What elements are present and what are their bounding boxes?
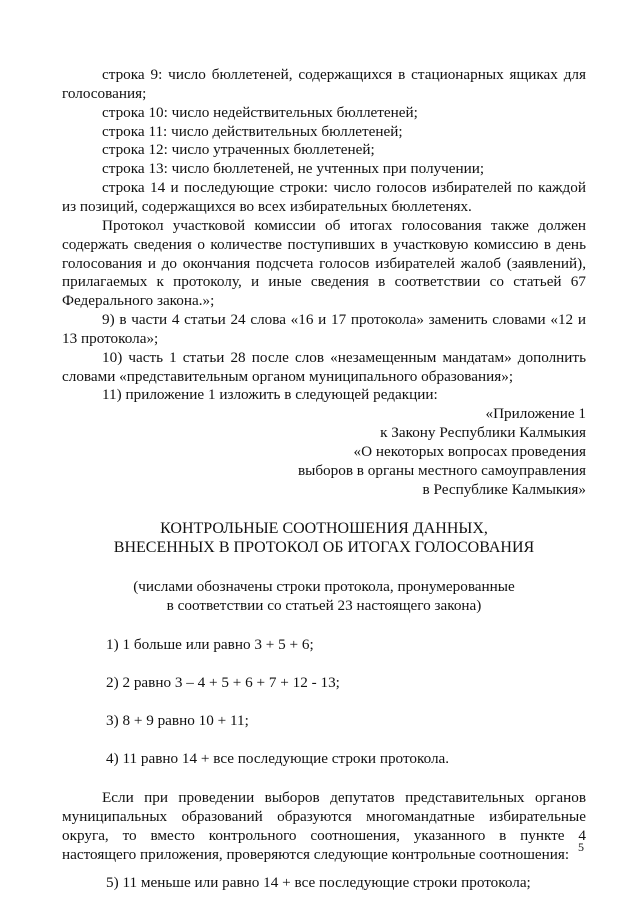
text-line: строка 14 и последующие строки: число голосов избирателей по каждой	[102, 179, 586, 196]
appendix-ref-line: «О некоторых вопросах проведения	[353, 443, 586, 460]
text-line: настоящего приложения, проверяются следующие контрольные соотношения:	[62, 846, 570, 863]
section-heading: ВНЕСЕННЫХ В ПРОТОКОЛ ОБ ИТОГАХ ГОЛОСОВАНИЯ	[113, 539, 535, 556]
text-line: округа, то вместо контрольного соотношения, указанного в пункте 4	[62, 827, 586, 844]
appendix-ref-line: в Республике Калмыкия»	[422, 481, 586, 498]
text-line: 11) приложение 1 изложить в следующей редакции:	[102, 386, 438, 403]
section-heading: КОНТРОЛЬНЫЕ СООТНОШЕНИЯ ДАННЫХ,	[160, 520, 488, 537]
heading-note: (числами обозначены строки протокола, пронумерованные	[133, 578, 515, 595]
text-line: строка 13: число бюллетеней, не учтенных при получении;	[102, 160, 485, 177]
appendix-ref-line: выборов в органы местного самоуправления	[297, 462, 586, 479]
text-line: словами «представительным органом муниципального образования»;	[62, 368, 514, 385]
text-line: прилагаемых к протоколу, и иные сведения в соответствии со статьей 67	[62, 273, 586, 290]
text-line: 13 протокола»;	[62, 330, 159, 347]
text-line: Если при проведении выборов депутатов представительных органов	[102, 789, 586, 806]
control-item: 1) 1 больше или равно 3 + 5 + 6;	[106, 636, 314, 653]
text-line: строка 9: число бюллетеней, содержащихся в стационарных ящиках для	[102, 66, 586, 83]
text-line: голосования и до окончания подсчета голосов избирателей жалоб (заявлений),	[62, 255, 586, 272]
text-line: содержать сведения о количестве поступивших в участковую комиссию в день	[62, 236, 586, 253]
text-line: 10) часть 1 статьи 28 после слов «незамещенным мандатам» дополнить	[102, 349, 586, 366]
text-line: голосования;	[62, 85, 147, 102]
text-line: муниципальных образований образуются многомандатные избирательные	[62, 808, 586, 825]
text-line: строка 11: число действительных бюллетеней;	[102, 123, 403, 140]
text-line: 9) в части 4 статьи 24 слова «16 и 17 протокола» заменить словами «12 и	[102, 311, 586, 328]
control-item: 4) 11 равно 14 + все последующие строки протокола.	[106, 750, 450, 767]
appendix-ref-line: к Закону Республики Калмыкия	[380, 424, 586, 441]
text-line: из позиций, содержащихся во всех избирательных бюллетенях.	[62, 198, 472, 215]
control-item: 2) 2 равно 3 – 4 + 5 + 6 + 7 + 12 - 13;	[106, 674, 340, 691]
control-item: 5) 11 меньше или равно 14 + все последующие строки протокола;	[106, 874, 531, 891]
text-line: Федерального закона.»;	[62, 292, 215, 309]
text-line: Протокол участковой комиссии об итогах голосования также должен	[102, 217, 586, 234]
text-line: строка 12: число утраченных бюллетеней;	[102, 141, 375, 158]
appendix-ref-line: «Приложение 1	[485, 405, 586, 422]
text-line: строка 10: число недействительных бюллетеней;	[102, 104, 418, 121]
heading-note: в соответствии со статьей 23 настоящего закона)	[166, 597, 482, 614]
control-item: 3) 8 + 9 равно 10 + 11;	[106, 712, 249, 729]
page-number: 5	[578, 840, 584, 854]
